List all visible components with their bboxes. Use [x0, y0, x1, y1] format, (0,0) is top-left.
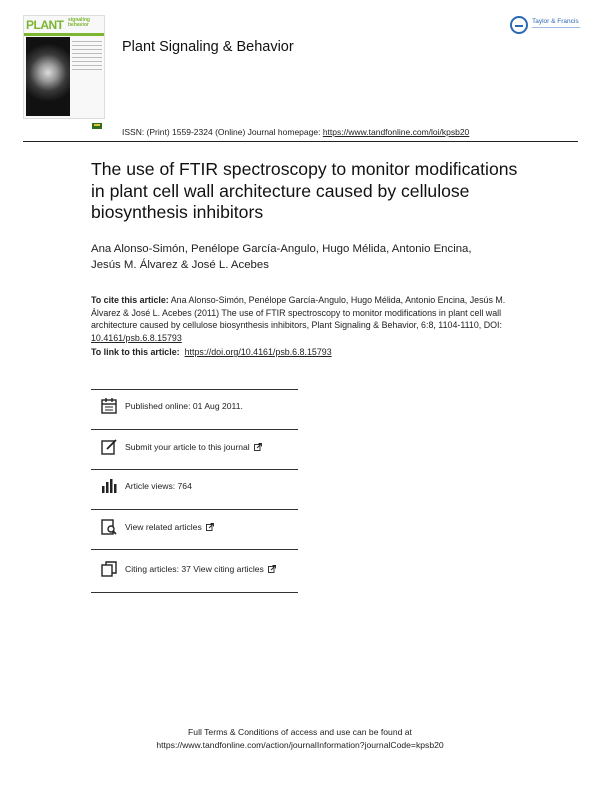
- publisher-logo[interactable]: [510, 16, 582, 38]
- citation-label: To cite this article:: [91, 295, 169, 305]
- external-link-icon: [206, 523, 214, 531]
- related-articles-text: View related articles: [125, 522, 202, 532]
- article-link-label: To link to this article:: [91, 347, 180, 357]
- submit-article-link[interactable]: [100, 436, 262, 458]
- citing-articles-text: Citing articles: 37 View citing articles: [125, 564, 264, 574]
- cover-brand: PLANT: [26, 18, 64, 32]
- divider: [91, 389, 298, 390]
- calendar-icon: [100, 397, 118, 415]
- edit-icon: [100, 438, 118, 456]
- citation-text: Ana Alonso-Simón, Penélope García-Angulo, Hugo Mélida, Antonio Encina, Jesús M. Álvarez & José L. Acebes (2011) The use of FTIR spectroscopy to monitor modifications in plant cell wall architecture caused by cellulose biosynthesis inhibitors, Plant Signaling & Behavior, 6:8, 1104-1110, DOI:: [91, 295, 506, 330]
- article-authors: [91, 242, 531, 273]
- journal-homepage-link[interactable]: https://www.tandfonline.com/loi/kpsb20: [322, 127, 470, 137]
- publisher-mark-icon: [92, 123, 102, 129]
- footer: [0, 726, 600, 751]
- cover-brand-sub: signaling behavior: [68, 17, 90, 28]
- journal-cover-image: [23, 15, 105, 119]
- divider: [91, 429, 298, 430]
- bar-chart-icon: [100, 477, 118, 495]
- document-search-icon: [100, 518, 118, 536]
- cover-band: [24, 33, 104, 36]
- footer-terms-url[interactable]: https://www.tandfonline.com/action/journalInformation?journalCode=kpsb20: [156, 739, 444, 750]
- external-link-icon: [268, 565, 276, 573]
- citing-articles-link[interactable]: [100, 558, 276, 580]
- external-link-icon: [254, 443, 262, 451]
- citation-block: [91, 294, 511, 344]
- publisher-logo-rule: [532, 27, 580, 28]
- copy-icon: [100, 560, 118, 578]
- divider: [91, 549, 298, 550]
- header-divider: [23, 141, 578, 142]
- article-title: The use of FTIR spectroscopy to monitor modifications in plant cell wall architecture caused by cellulose biosynthesis inhibitors: [91, 159, 518, 222]
- article-doi-url[interactable]: https://doi.org/10.4161/psb.6.8.15793: [184, 347, 332, 357]
- published-online-text: Published online: 01 Aug 2011.: [125, 401, 243, 411]
- published-online-row: [100, 395, 243, 417]
- article-views-text: Article views: 764: [125, 481, 192, 491]
- publisher-name: Taylor & Francis: [532, 18, 579, 25]
- submit-article-text: Submit your article to this journal: [125, 442, 250, 452]
- article-link-row: [91, 347, 332, 357]
- divider: [91, 469, 298, 470]
- divider: [91, 592, 298, 593]
- related-articles-link[interactable]: [100, 516, 214, 538]
- journal-title: Plant Signaling & Behavior: [122, 39, 294, 55]
- footer-terms-text: Full Terms & Conditions of access and use can be found at: [188, 727, 412, 737]
- publisher-logo-icon: [510, 16, 528, 34]
- issn-text: ISSN: (Print) 1559-2324 (Online) Journal homepage:: [122, 127, 323, 137]
- article-views-row: [100, 475, 192, 497]
- citation-doi-link[interactable]: 10.4161/psb.6.8.15793: [91, 332, 182, 343]
- divider: [91, 509, 298, 510]
- cover-photo: [26, 37, 70, 116]
- authors-line-2: Jesús M. Álvarez & José L. Acebes: [91, 258, 269, 271]
- issn-line: [122, 127, 469, 137]
- authors-line-1: Ana Alonso-Simón, Penélope García-Angulo, Hugo Mélida, Antonio Encina,: [91, 243, 472, 255]
- cover-side-text: [72, 38, 102, 73]
